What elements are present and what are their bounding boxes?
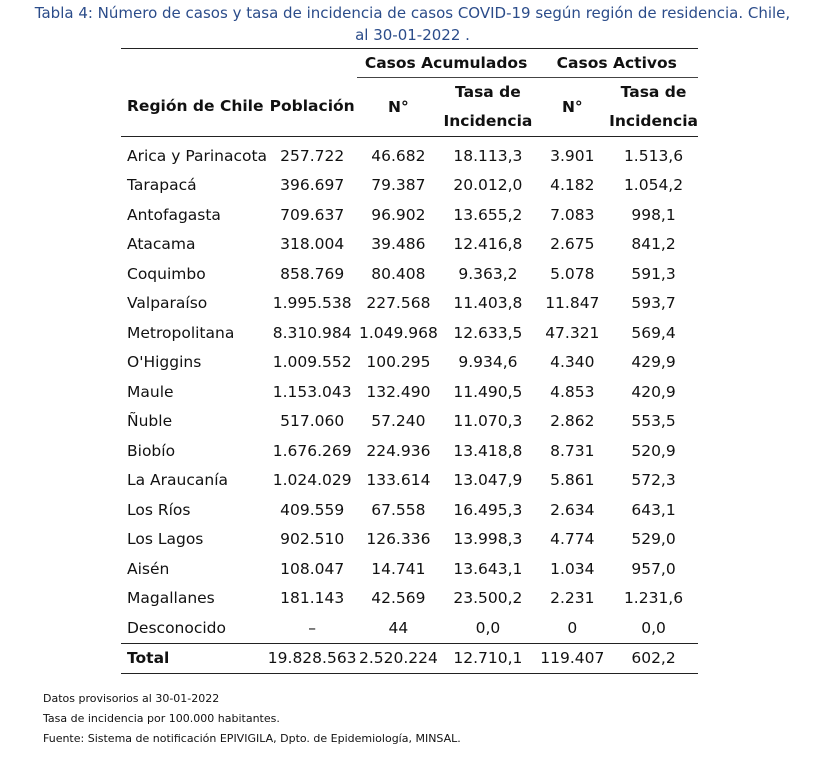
cell-acum-n: 96.902	[371, 205, 426, 224]
header-region: Región de Chile	[127, 97, 264, 116]
cell-acum-tasa: 11.490,5	[453, 382, 523, 401]
cell-poblacion: –	[308, 618, 317, 637]
cell-region: Atacama	[127, 235, 196, 254]
cell-acum-tasa: 9.934,6	[458, 353, 518, 372]
table-row	[121, 525, 698, 555]
cell-acum-n: 42.569	[371, 589, 426, 608]
total-acum-tasa: 12.710,1	[440, 643, 535, 673]
cell-acum-n: 100.295	[366, 353, 431, 372]
cell-act-tasa: 553,5	[631, 412, 676, 431]
cell-act-n: 1.034	[550, 559, 595, 578]
cell-act-tasa: 1.513,6	[623, 146, 684, 165]
cell-act-n: 4.340	[550, 353, 595, 372]
header-act-tasa-line1: Tasa de	[620, 83, 687, 101]
cell-acum-tasa: 11.070,3	[453, 412, 523, 431]
cell-region: Los Lagos	[127, 530, 204, 549]
cell-act-n: 8.731	[550, 441, 595, 460]
cell-acum-tasa: 18.113,3	[453, 146, 523, 165]
cell-region: Antofagasta	[127, 205, 221, 224]
header-acum-tasa	[440, 78, 535, 137]
cell-act-n: 0	[567, 618, 578, 637]
table-row	[121, 137, 698, 171]
cell-poblacion: 257.722	[280, 146, 345, 165]
cell-acum-n: 46.682	[371, 146, 426, 165]
cell-act-tasa: 998,1	[631, 205, 676, 224]
total-act-tasa: 602,2	[609, 643, 698, 673]
table-row	[121, 436, 698, 466]
cell-act-tasa: 1.054,2	[623, 176, 684, 195]
cell-acum-n: 133.614	[366, 471, 431, 490]
cell-region: O'Higgins	[127, 353, 202, 372]
header-acum-tasa-line2: Incidencia	[443, 112, 533, 130]
note-provisional: Datos provisorios al 30-01-2022	[43, 692, 220, 705]
cell-act-n: 4.774	[550, 530, 595, 549]
total-label: Total	[121, 643, 268, 673]
cell-poblacion: 517.060	[280, 412, 345, 431]
cell-act-n: 47.321	[545, 323, 600, 342]
header-poblacion: Población	[269, 97, 355, 116]
cell-act-tasa: 841,2	[631, 235, 676, 254]
cell-act-tasa: 429,9	[631, 353, 676, 372]
cell-acum-tasa: 12.633,5	[453, 323, 523, 342]
table-row	[121, 554, 698, 584]
cell-region: Maule	[127, 382, 174, 401]
cell-region: La Araucanía	[127, 471, 229, 490]
cell-region: Los Ríos	[127, 500, 191, 519]
header-acum-n: N°	[388, 97, 409, 116]
note-source: Fuente: Sistema de notificación EPIVIGILA, Dpto. de Epidemiología, MINSAL.	[43, 732, 461, 745]
table-row	[121, 348, 698, 378]
cell-acum-tasa: 9.363,2	[458, 264, 518, 283]
cell-poblacion: 318.004	[280, 235, 345, 254]
cell-poblacion: 108.047	[280, 559, 345, 578]
cell-region: Arica y Parinacota	[127, 146, 268, 165]
header-act-tasa-line2: Incidencia	[609, 112, 698, 130]
cell-acum-n: 132.490	[366, 382, 431, 401]
cell-poblacion: 409.559	[280, 500, 345, 519]
table-caption	[30, 2, 795, 46]
cell-acum-n: 57.240	[371, 412, 426, 431]
header-act-tasa	[609, 78, 698, 137]
cell-act-n: 4.853	[550, 382, 595, 401]
cell-poblacion: 1.153.043	[272, 382, 352, 401]
cell-acum-n: 79.387	[371, 176, 426, 195]
table-row	[121, 407, 698, 437]
cell-act-tasa: 591,3	[631, 264, 676, 283]
cell-act-tasa: 569,4	[631, 323, 676, 342]
table-row	[121, 259, 698, 289]
table-notes	[43, 689, 461, 749]
cell-acum-tasa: 0,0	[475, 618, 501, 637]
cell-act-n: 2.231	[550, 589, 595, 608]
cell-region: Tarapacá	[127, 176, 197, 195]
cell-acum-tasa: 11.403,8	[453, 294, 523, 313]
cell-act-n: 11.847	[545, 294, 600, 313]
cell-acum-n: 126.336	[366, 530, 431, 549]
cell-poblacion: 1.009.552	[272, 353, 352, 372]
cell-poblacion: 181.143	[280, 589, 345, 608]
cell-act-tasa: 643,1	[631, 500, 676, 519]
cell-acum-tasa: 13.418,8	[453, 441, 523, 460]
cell-acum-n: 227.568	[366, 294, 431, 313]
header-casos-acumulados: Casos Acumulados	[357, 49, 536, 78]
cell-act-n: 5.861	[550, 471, 595, 490]
cell-act-n: 2.675	[550, 235, 595, 254]
cell-act-n: 5.078	[550, 264, 595, 283]
cell-act-tasa: 420,9	[631, 382, 676, 401]
covid-table	[121, 48, 698, 674]
note-rate: Tasa de incidencia por 100.000 habitantes.	[43, 712, 280, 725]
cell-act-n: 2.862	[550, 412, 595, 431]
cell-act-n: 2.634	[550, 500, 595, 519]
cell-act-n: 4.182	[550, 176, 595, 195]
cell-acum-n: 1.049.968	[358, 323, 438, 342]
cell-act-tasa: 572,3	[631, 471, 676, 490]
table-row	[121, 466, 698, 496]
cell-poblacion: 709.637	[280, 205, 345, 224]
table-row	[121, 613, 698, 643]
cell-region: Valparaíso	[127, 294, 208, 313]
cell-acum-tasa: 12.416,8	[453, 235, 523, 254]
cell-poblacion: 396.697	[280, 176, 345, 195]
total-row	[121, 643, 698, 673]
cell-poblacion: 1.676.269	[272, 441, 352, 460]
cell-acum-n: 39.486	[371, 235, 426, 254]
cell-act-tasa: 529,0	[631, 530, 676, 549]
table-row	[121, 171, 698, 201]
cell-act-tasa: 1.231,6	[623, 589, 684, 608]
cell-region: Aisén	[127, 559, 170, 578]
cell-act-tasa: 957,0	[631, 559, 676, 578]
table-row	[121, 495, 698, 525]
cell-poblacion: 902.510	[280, 530, 345, 549]
cell-acum-tasa: 20.012,0	[453, 176, 523, 195]
table-row	[121, 318, 698, 348]
cell-acum-tasa: 23.500,2	[453, 589, 523, 608]
table-row	[121, 200, 698, 230]
caption-line-2: al 30-01-2022 .	[355, 26, 470, 44]
header-acum-tasa-line1: Tasa de	[455, 83, 521, 101]
cell-region: Metropolitana	[127, 323, 235, 342]
cell-region: Biobío	[127, 441, 176, 460]
cell-region: Coquimbo	[127, 264, 206, 283]
covid-table-container	[121, 48, 698, 674]
cell-poblacion: 1.024.029	[272, 471, 352, 490]
header-act-n: N°	[561, 97, 583, 116]
cell-acum-tasa: 13.643,1	[453, 559, 523, 578]
cell-acum-n: 44	[388, 618, 409, 637]
cell-region: Desconocido	[127, 618, 227, 637]
cell-acum-n: 14.741	[371, 559, 426, 578]
cell-acum-n: 80.408	[371, 264, 426, 283]
caption-line-1: Tabla 4: Número de casos y tasa de incidencia de casos COVID-19 según región de residencia. Chile,	[34, 4, 791, 22]
cell-poblacion: 858.769	[280, 264, 345, 283]
total-acum-n: 2.520.224	[357, 643, 441, 673]
cell-act-tasa: 0,0	[641, 618, 666, 637]
cell-act-n: 3.901	[550, 146, 595, 165]
cell-act-n: 7.083	[550, 205, 595, 224]
cell-poblacion: 1.995.538	[272, 294, 352, 313]
cell-acum-n: 224.936	[366, 441, 431, 460]
cell-poblacion: 8.310.984	[272, 323, 352, 342]
table-row	[121, 289, 698, 319]
cell-acum-n: 67.558	[371, 500, 426, 519]
cell-region: Ñuble	[127, 412, 173, 431]
cell-acum-tasa: 13.655,2	[453, 205, 523, 224]
cell-act-tasa: 520,9	[631, 441, 676, 460]
cell-acum-tasa: 16.495,3	[453, 500, 523, 519]
table-body	[121, 137, 698, 644]
table-row	[121, 230, 698, 260]
cell-acum-tasa: 13.998,3	[453, 530, 523, 549]
table-row	[121, 377, 698, 407]
total-act-n: 119.407	[536, 643, 610, 673]
table-row	[121, 584, 698, 614]
cell-region: Magallanes	[127, 589, 215, 608]
header-casos-activos: Casos Activos	[536, 49, 698, 78]
cell-acum-tasa: 13.047,9	[453, 471, 523, 490]
total-poblacion: 19.828.563	[268, 643, 357, 673]
cell-act-tasa: 593,7	[631, 294, 676, 313]
